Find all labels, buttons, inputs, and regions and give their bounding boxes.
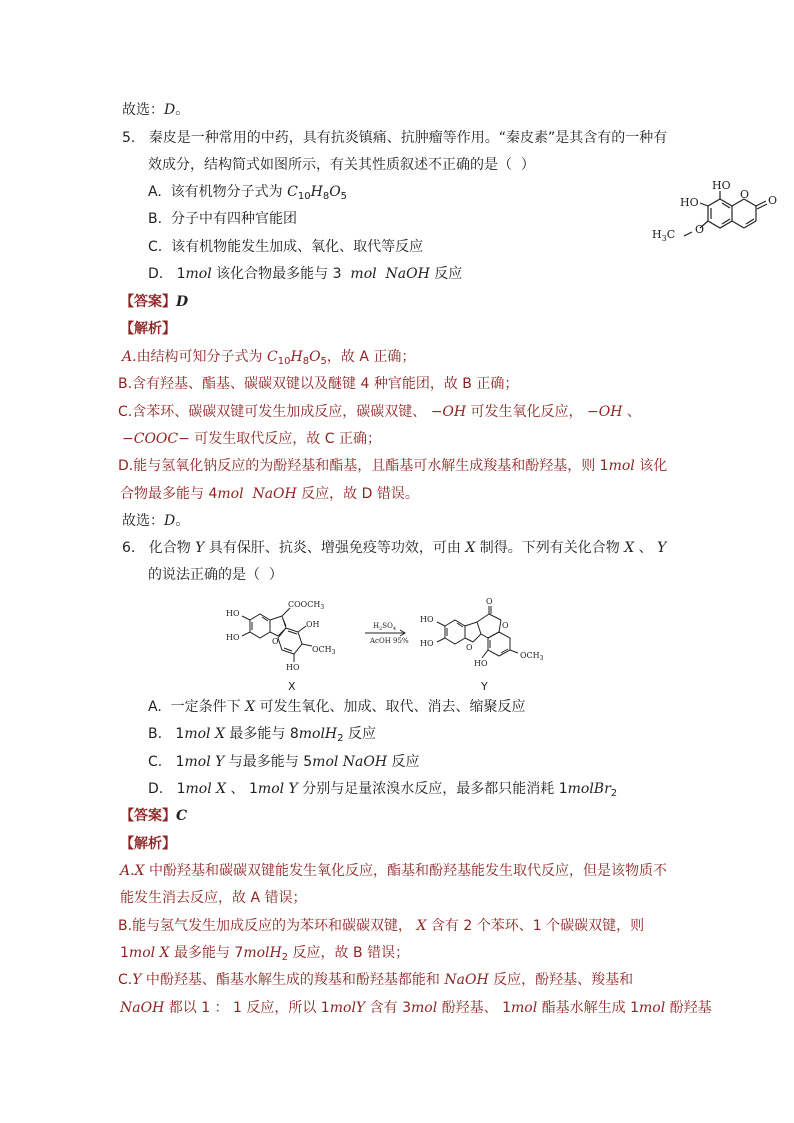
- text-segment: B. 1: [148, 726, 185, 742]
- fig2-y-o-carbonyl: O: [486, 598, 493, 606]
- text-segment: 酚羟基、 1: [437, 1000, 511, 1016]
- text-segment: 反应: [387, 754, 420, 770]
- text-segment: 可发生氧化反应，: [466, 404, 588, 420]
- text-segment: 10: [297, 191, 311, 202]
- text-segment: mol NaOH: [350, 266, 430, 282]
- text-line-l26: [120, 888, 306, 908]
- fig1-methoxy-o: O: [695, 223, 705, 236]
- text-segment: 2: [281, 952, 289, 963]
- fig2-y-ho-2: HO: [420, 639, 434, 648]
- text-segment: 【答案】: [120, 294, 176, 310]
- text-segment: A. 一定条件下: [148, 699, 246, 715]
- text-segment: C. 1: [148, 754, 185, 770]
- text-segment: 具有保肝、抗炎、增强免疫等功效，可由: [204, 540, 466, 556]
- text-segment: 5. 秦皮是一种常用的中药，具有抗炎镇痛、抗肿瘤等作用。“秦皮素”是其含有的一种有: [122, 130, 668, 146]
- text-segment: X: [624, 540, 635, 556]
- text-line-l05: [148, 209, 297, 229]
- text-segment: 故选：: [122, 102, 164, 118]
- text-segment: 与最多能与 5: [224, 754, 313, 770]
- text-segment: D: [164, 102, 176, 118]
- fig2-arrow-bottom: AcOH 95%: [370, 637, 409, 645]
- fig2-x-oh: OH: [306, 620, 320, 629]
- text-line-l06: [148, 237, 423, 257]
- text-segment: mol Y: [257, 781, 298, 797]
- text-segment: 8: [322, 191, 330, 202]
- text-segment: 反应，故 D 错误。: [296, 486, 419, 502]
- fig1-ho-top: HO: [712, 179, 731, 192]
- text-segment: 合物最多能与 4: [120, 486, 218, 502]
- text-line-l07: [148, 264, 462, 284]
- text-segment: molH: [298, 726, 338, 742]
- fig1-ho-left: HO: [680, 196, 699, 209]
- text-segment: 2: [610, 788, 618, 799]
- text-segment: 的说法正确的是（ ）: [148, 567, 283, 583]
- fig2-x-ho-1: HO: [226, 609, 240, 618]
- text-segment: 该化合物最多能与 3: [211, 266, 351, 282]
- text-segment: X: [245, 699, 256, 715]
- text-segment: B.能与氢气发生加成反应的为苯环和碳碳双键，: [118, 918, 417, 934]
- text-segment: mol X: [185, 781, 227, 797]
- text-segment: 5: [340, 191, 348, 202]
- fig2-label-x: X: [288, 680, 296, 693]
- text-segment: B.含有羟基、酯基、碳碳双键以及醚键 4 种官能团，故 B 正确；: [118, 376, 519, 392]
- text-segment: mol: [410, 1000, 438, 1016]
- text-segment: 【解析】: [120, 321, 176, 337]
- text-segment: 故选：: [122, 513, 164, 529]
- fig2-arrow-top: $H_2SO_4$: [373, 622, 397, 632]
- fig1-methoxy-h: $H_3C$: [652, 228, 676, 243]
- text-segment: 、 1: [226, 781, 258, 797]
- text-segment: X: [416, 918, 427, 934]
- text-segment: ，故 A 正确；: [326, 349, 416, 365]
- text-segment: molY: [329, 1000, 366, 1016]
- text-segment: 最多能与 8: [224, 726, 299, 742]
- text-segment: C: [176, 808, 188, 824]
- text-line-l13: [122, 429, 381, 449]
- text-segment: 2: [337, 733, 344, 744]
- text-segment: D: [164, 513, 176, 529]
- text-segment: 。: [175, 513, 190, 529]
- text-segment: NaOH: [444, 972, 489, 988]
- fig2-x-cooch3: $COOCH_3$: [288, 600, 325, 611]
- text-segment: C.: [118, 972, 133, 988]
- text-segment: 【解析】: [120, 836, 176, 852]
- figure-qinpisu-structure: [640, 170, 790, 250]
- text-segment: D: [176, 294, 189, 310]
- text-segment: 由结构可知分子式为: [136, 349, 268, 365]
- text-line-l02: [122, 128, 667, 148]
- fig2-y-ho-1: HO: [420, 615, 434, 624]
- text-line-l01: [122, 100, 189, 120]
- text-segment: O: [329, 184, 341, 200]
- text-line-l14: [118, 456, 667, 476]
- text-segment: 、: [634, 540, 658, 556]
- text-segment: −OH: [587, 404, 623, 420]
- text-segment: mol Y: [184, 754, 225, 770]
- text-segment: Y: [657, 540, 667, 556]
- text-segment: D.能与氢氧化钠反应的为酚羟基和酯基，且酯基可水解生成羧基和酚羟基，则 1: [118, 458, 609, 474]
- text-segment: O: [309, 349, 321, 365]
- text-segment: H: [290, 349, 303, 365]
- text-segment: mol: [185, 266, 212, 282]
- text-segment: 8: [302, 356, 310, 367]
- text-segment: 反应: [343, 726, 376, 742]
- text-segment: 、: [622, 404, 641, 420]
- text-segment: mol: [510, 1000, 538, 1016]
- text-segment: 酚羟基: [665, 1000, 712, 1016]
- text-segment: mol: [638, 1000, 666, 1016]
- text-segment: Y: [195, 540, 205, 556]
- text-segment: B. 分子中有四种官能团: [148, 211, 297, 227]
- fig1-o-carbonyl: O: [768, 194, 778, 207]
- text-segment: A. 该有机物分子式为: [148, 184, 288, 200]
- text-line-l04: [148, 182, 347, 202]
- text-segment: 中酚羟基、酯基水解生成的羧基和酚羟基都能和: [141, 972, 445, 988]
- text-segment: 中酚羟基和碳碳双键能发生氧化反应，酯基和酚羟基能发生取代反应，但是该物质不: [144, 863, 667, 879]
- text-segment: C. 该有机物能发生加成、氧化、取代等反应: [148, 239, 424, 255]
- text-segment: 可发生氧化、加成、取代、消去、缩聚反应: [255, 699, 526, 715]
- text-line-l23: [120, 806, 187, 826]
- text-segment: 反应，故 B 错误；: [288, 945, 410, 961]
- text-segment: mol NaOH: [312, 754, 388, 770]
- text-line-l18: [148, 565, 283, 585]
- fig2-x-ho-3: HO: [286, 663, 300, 672]
- text-segment: 6. 化合物: [122, 540, 196, 556]
- text-line-l08: [120, 292, 188, 312]
- text-segment: 1: [120, 945, 129, 961]
- text-line-l17: [122, 538, 666, 558]
- fig2-y-o-ring: O: [466, 643, 473, 652]
- text-segment: Y: [132, 972, 142, 988]
- text-segment: 含有 2 个苯环、1 个碳碳双键，则: [426, 918, 645, 934]
- text-segment: 酯基水解生成 1: [537, 1000, 639, 1016]
- fig2-y-och3: $OCH_3$: [520, 651, 544, 662]
- text-line-l28: [120, 943, 409, 963]
- text-line-l15: [120, 484, 419, 504]
- fig2-x-o-ring: O: [272, 637, 279, 646]
- text-line-l19: [148, 697, 526, 717]
- text-segment: 效成分，结构简式如图所示，有关其性质叙述不正确的是（ ）: [148, 157, 535, 173]
- text-segment: C.含苯环、碳碳双键可发生加成反应，碳碳双键、: [118, 404, 431, 420]
- text-line-l22: [148, 779, 617, 799]
- text-segment: 制得。下列有关化合物: [475, 540, 625, 556]
- text-segment: −OH: [430, 404, 467, 420]
- text-segment: 分别与足量浓溴水反应，最多都只能消耗 1: [297, 781, 568, 797]
- text-segment: C: [287, 184, 298, 200]
- fig2-label-y: Y: [481, 680, 488, 693]
- text-line-l30: [120, 998, 712, 1018]
- text-segment: A.X: [120, 863, 145, 879]
- fig1-o-ring: O: [740, 188, 750, 201]
- text-segment: mol: [608, 458, 635, 474]
- text-line-l21: [148, 752, 420, 772]
- text-segment: H: [310, 184, 323, 200]
- text-segment: C: [267, 349, 278, 365]
- text-segment: 可发生取代反应，故 C 正确；: [189, 431, 381, 447]
- text-line-l25: [120, 861, 667, 881]
- fig2-y-ho-3: HO: [474, 659, 488, 668]
- text-segment: 都以 1 ： 1 反应，所以 1: [164, 1000, 330, 1016]
- text-segment: 5: [320, 356, 327, 367]
- figure-reaction-x-y: [220, 598, 600, 693]
- text-line-l09: [120, 319, 176, 339]
- text-segment: X: [465, 540, 476, 556]
- fig2-x-ho-2: HO: [226, 633, 240, 642]
- text-segment: molBr: [567, 781, 611, 797]
- text-segment: 10: [277, 356, 291, 367]
- text-line-l27: [118, 916, 644, 936]
- text-segment: mol NaOH: [217, 486, 297, 502]
- text-segment: −COOC−: [122, 431, 190, 447]
- text-line-l11: [118, 374, 518, 394]
- text-segment: D. 1: [148, 781, 186, 797]
- text-line-l03: [148, 155, 535, 175]
- text-line-l29: [118, 970, 633, 990]
- text-segment: D.: [148, 266, 177, 282]
- text-line-l20: [148, 724, 376, 744]
- text-segment: 反应: [429, 266, 463, 282]
- text-segment: 最多能与 7: [169, 945, 244, 961]
- text-line-l12: [118, 402, 641, 422]
- text-segment: mol X: [184, 726, 225, 742]
- text-segment: 反应，酚羟基、羧基和: [488, 972, 634, 988]
- text-segment: 能发生消去反应，故 A 错误；: [120, 890, 307, 906]
- text-segment: A.: [122, 349, 137, 365]
- fig2-x-och3: $OCH_3$: [312, 645, 336, 656]
- text-segment: mol X: [128, 945, 170, 961]
- text-segment: molH: [243, 945, 282, 961]
- fig2-y-o-lactone: O: [502, 621, 509, 630]
- text-line-l16: [122, 511, 189, 531]
- text-segment: 该化: [634, 458, 668, 474]
- text-line-l10: [122, 347, 415, 367]
- text-segment: 【答案】: [120, 808, 176, 824]
- text-segment: 1: [176, 266, 186, 282]
- text-segment: 。: [175, 102, 190, 118]
- text-segment: 含有 3: [365, 1000, 411, 1016]
- text-segment: NaOH: [120, 1000, 165, 1016]
- text-line-l24: [120, 834, 176, 854]
